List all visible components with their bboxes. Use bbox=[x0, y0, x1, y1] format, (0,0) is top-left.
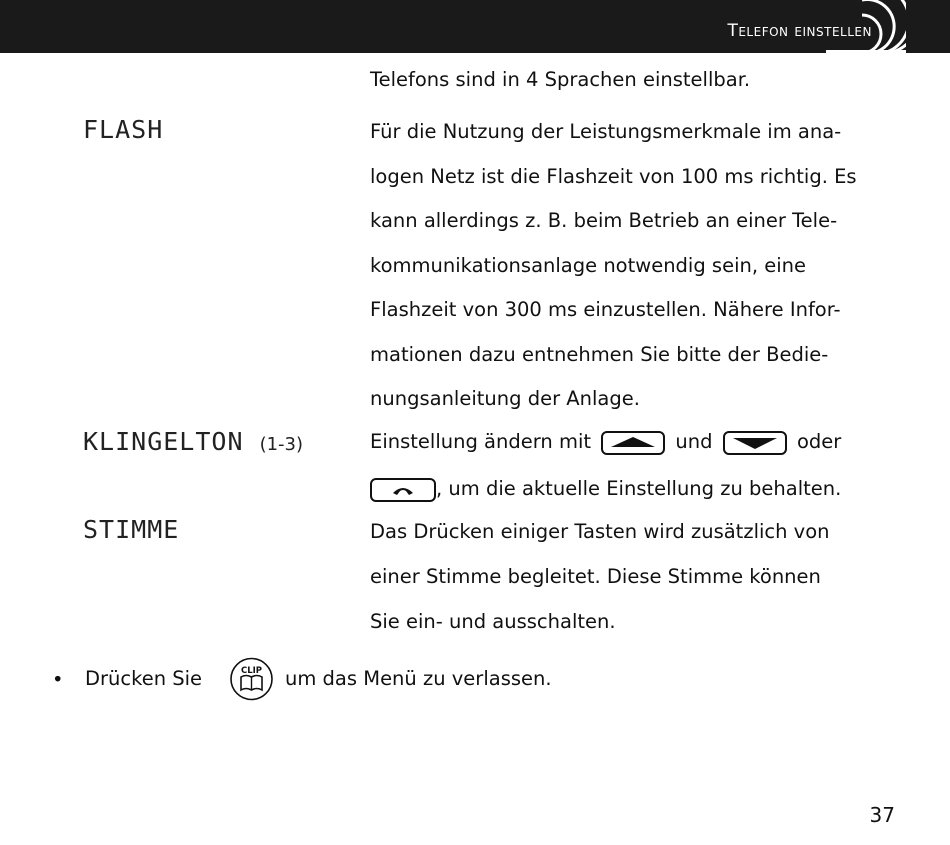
exit-text-after: um das Menü zu verlassen. bbox=[285, 667, 552, 690]
intro-text: Telefons sind in 4 Sprachen einstellbar. bbox=[370, 68, 751, 91]
voice-label: STIMME bbox=[83, 515, 180, 544]
phone-hangup-key-icon bbox=[370, 478, 436, 502]
ringtone-label bbox=[83, 427, 303, 456]
up-arrow-key-icon bbox=[601, 431, 665, 455]
voice-text-line: Sie ein- und ausschalten. bbox=[370, 610, 616, 633]
down-arrow-key-icon bbox=[723, 431, 787, 455]
flash-text-line: logen Netz ist die Flashzeit von 100 ms richtig. Es bbox=[370, 165, 857, 188]
ringtone-text-d: , um die aktuelle Einstellung zu behalten. bbox=[436, 477, 842, 500]
exit-text-before: Drücken Sie bbox=[85, 667, 203, 690]
concentric-rings-icon bbox=[826, 0, 906, 56]
flash-text-line: kommunikationsanlage notwendig sein, eine bbox=[370, 254, 807, 277]
flash-text-line: Für die Nutzung der Leistungsmerkmale im ana- bbox=[370, 120, 842, 143]
page-number: 37 bbox=[869, 803, 895, 827]
bullet-point: • bbox=[52, 668, 64, 691]
flash-label: FLASH bbox=[83, 115, 164, 144]
flash-text-line: mationen dazu entnehmen Sie bitte der Bedie- bbox=[370, 343, 829, 366]
ringtone-text-a: Einstellung ändern mit bbox=[370, 430, 592, 453]
ringtone-text-line-2 bbox=[370, 477, 841, 502]
ringtone-text-c: oder bbox=[796, 430, 842, 453]
flash-text-line: nungsanleitung der Anlage. bbox=[370, 387, 640, 410]
voice-text-line: Das Drücken einiger Tasten wird zusätzlich von bbox=[370, 520, 830, 543]
voice-text-line: einer Stimme begleitet. Diese Stimme können bbox=[370, 565, 821, 588]
flash-text-line: Flashzeit von 300 ms einzustellen. Nähere Infor- bbox=[370, 298, 841, 321]
ringtone-text-line-1 bbox=[370, 430, 841, 455]
ringtone-range: (1-3) bbox=[259, 434, 304, 455]
clip-phonebook-key-icon bbox=[229, 657, 274, 701]
clip-key-label: CLIP bbox=[240, 666, 263, 676]
section-title: Telefon einstellen bbox=[727, 21, 872, 41]
ringtone-label-text: KLINGELTON bbox=[83, 427, 244, 456]
ringtone-text-b: und bbox=[675, 430, 713, 453]
flash-text-line: kann allerdings z. B. beim Betrieb an einer Tele- bbox=[370, 209, 838, 232]
